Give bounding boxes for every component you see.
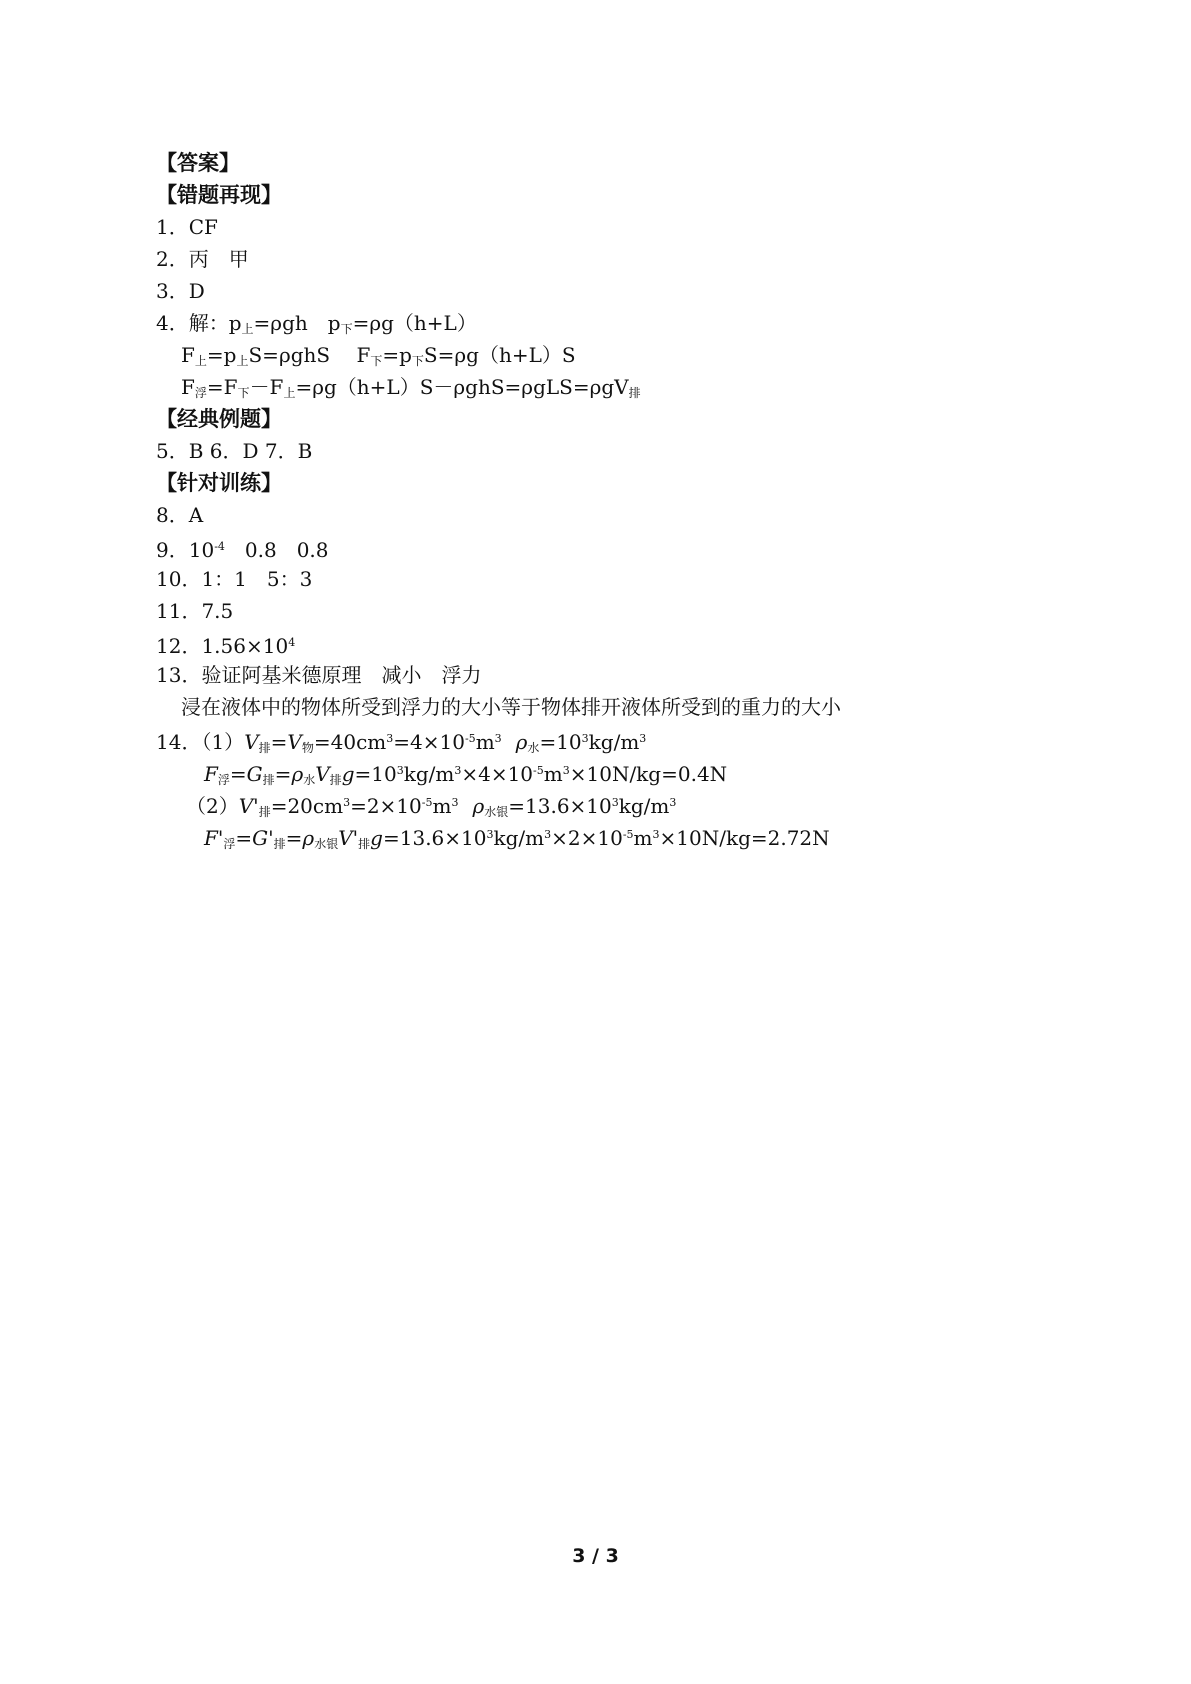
answer-14-line-1 — [156, 723, 1056, 755]
subscript: 下 — [237, 386, 250, 400]
answer-4-line-3 — [156, 371, 1056, 403]
text: =ρg（h+L） — [352, 311, 477, 335]
text: 0.8 0.8 — [224, 538, 329, 562]
subscript: 上 — [283, 386, 296, 400]
subscript: 排 — [262, 773, 275, 787]
subscript: 浮 — [223, 837, 236, 851]
answer-document — [156, 147, 1056, 851]
superscript: 3 — [562, 764, 570, 777]
heading-examples: 【经典例题】 — [156, 407, 282, 431]
subscript: 下 — [411, 354, 424, 368]
superscript: 3 — [451, 796, 459, 809]
text: V — [315, 762, 330, 786]
text: =10 — [539, 730, 582, 754]
text: g — [370, 826, 383, 850]
subscript: 水 — [303, 773, 316, 787]
text: S=ρg（h+L）S — [423, 343, 576, 367]
text: = — [235, 826, 253, 850]
text: ρ — [515, 730, 528, 754]
text: ×4×10 — [461, 762, 534, 786]
subscript: 排 — [628, 386, 641, 400]
subscript: 上 — [241, 322, 254, 336]
answer-4-line-2 — [156, 339, 1056, 371]
text: kg/m — [493, 826, 545, 850]
answer-13: 13．验证阿基米德原理 减小 浮力 — [156, 663, 482, 687]
text: = — [285, 826, 303, 850]
subscript: 排 — [273, 837, 286, 851]
answer-11: 11．7.5 — [156, 599, 234, 623]
text: = — [270, 730, 288, 754]
subscript: 浮 — [217, 773, 230, 787]
subscript: 上 — [236, 354, 249, 368]
text: 12．1.56×10 — [156, 634, 289, 658]
superscript: 3 — [386, 732, 394, 745]
text: 9．10 — [156, 538, 215, 562]
text: =40cm — [313, 730, 387, 754]
subscript: 上 — [194, 354, 207, 368]
subscript: 排 — [329, 773, 342, 787]
text: m — [633, 826, 653, 850]
text: =20cm — [270, 794, 344, 818]
superscript: 3 — [611, 796, 619, 809]
text: =2×10 — [350, 794, 422, 818]
text: G' — [252, 826, 274, 850]
answer-2: 2．丙 甲 — [156, 247, 249, 271]
subscript: 下 — [370, 354, 383, 368]
answer-3: 3．D — [156, 279, 205, 303]
subscript: 水银 — [484, 805, 509, 819]
subscript: 下 — [340, 322, 353, 336]
answer-1: 1．CF — [156, 215, 218, 239]
superscript: 3 — [544, 828, 552, 841]
text: =F — [206, 375, 238, 399]
superscript: 3 — [652, 828, 660, 841]
text: =p — [382, 343, 412, 367]
text: = — [274, 762, 292, 786]
text: （2） — [186, 794, 239, 818]
text: kg/m — [618, 794, 670, 818]
text: ×10N/kg=0.4N — [569, 762, 728, 786]
superscript: -4 — [214, 540, 225, 553]
superscript: -5 — [421, 796, 433, 809]
answer-4-line-1 — [156, 307, 1056, 339]
text: V' — [338, 826, 359, 850]
subscript: 浮 — [194, 386, 207, 400]
text: ×2×10 — [551, 826, 623, 850]
subscript: 水 — [527, 741, 540, 755]
text: g — [341, 762, 355, 786]
superscript: 4 — [288, 636, 296, 649]
text: m — [543, 762, 563, 786]
answer-5-7: 5．B 6．D 7．B — [156, 439, 313, 463]
superscript: -5 — [464, 732, 476, 745]
text: = — [229, 762, 247, 786]
subscript: 排 — [258, 805, 271, 819]
answer-14-line-3 — [156, 787, 1056, 819]
answer-10: 10．1：1 5：3 — [156, 567, 313, 591]
text: ρ — [302, 826, 315, 850]
page-number: 3 / 3 — [572, 1545, 619, 1567]
text: F — [204, 762, 218, 786]
superscript: 3 — [486, 828, 494, 841]
text: =10 — [354, 762, 397, 786]
heading-answer: 【答案】 — [156, 151, 240, 175]
answer-13-line-2: 浸在液体中的物体所受到浮力的大小等于物体排开液体所受到的重力的大小 — [181, 695, 841, 719]
subscript: 排 — [258, 741, 271, 755]
answer-14-line-2 — [156, 755, 1056, 787]
text: G — [246, 762, 263, 786]
answer-9 — [156, 531, 1056, 563]
text: S=ρghS F — [248, 343, 371, 367]
text: ×10N/kg=2.72N — [659, 826, 830, 850]
superscript: 3 — [494, 732, 502, 745]
text: F' — [204, 826, 224, 850]
text: V — [287, 730, 302, 754]
text: F — [181, 343, 195, 367]
heading-wrong-questions: 【错题再现】 — [156, 183, 282, 207]
text: kg/m — [588, 730, 640, 754]
text: =13.6×10 — [382, 826, 487, 850]
superscript: 3 — [669, 796, 677, 809]
heading-training: 【针对训练】 — [156, 471, 282, 495]
text: 14．（1） — [156, 730, 245, 754]
superscript: 3 — [581, 732, 589, 745]
text: F — [181, 375, 195, 399]
text: =4×10 — [393, 730, 465, 754]
text: －F — [249, 375, 284, 399]
text: =ρgh p — [253, 311, 341, 335]
text: m — [475, 730, 495, 754]
text: V' — [238, 794, 259, 818]
text: ρ — [291, 762, 304, 786]
text: V — [244, 730, 259, 754]
answer-8: 8．A — [156, 503, 204, 527]
text: m — [432, 794, 452, 818]
superscript: 3 — [396, 764, 404, 777]
superscript: 3 — [639, 732, 647, 745]
text: =ρg（h+L）S－ρghS=ρgLS=ρgV — [295, 375, 629, 399]
subscript: 水银 — [314, 837, 339, 851]
superscript: -5 — [622, 828, 634, 841]
subscript: 物 — [301, 741, 314, 755]
text: ρ — [472, 794, 485, 818]
text: 4．解：p — [156, 311, 242, 335]
superscript: -5 — [533, 764, 544, 777]
text: kg/m — [403, 762, 455, 786]
superscript: 3 — [454, 764, 462, 777]
answer-12 — [156, 627, 1056, 659]
text: =13.6×10 — [508, 794, 612, 818]
answer-14-line-4 — [156, 819, 1056, 851]
subscript: 排 — [358, 837, 371, 851]
superscript: 3 — [343, 796, 351, 809]
text: =p — [206, 343, 237, 367]
